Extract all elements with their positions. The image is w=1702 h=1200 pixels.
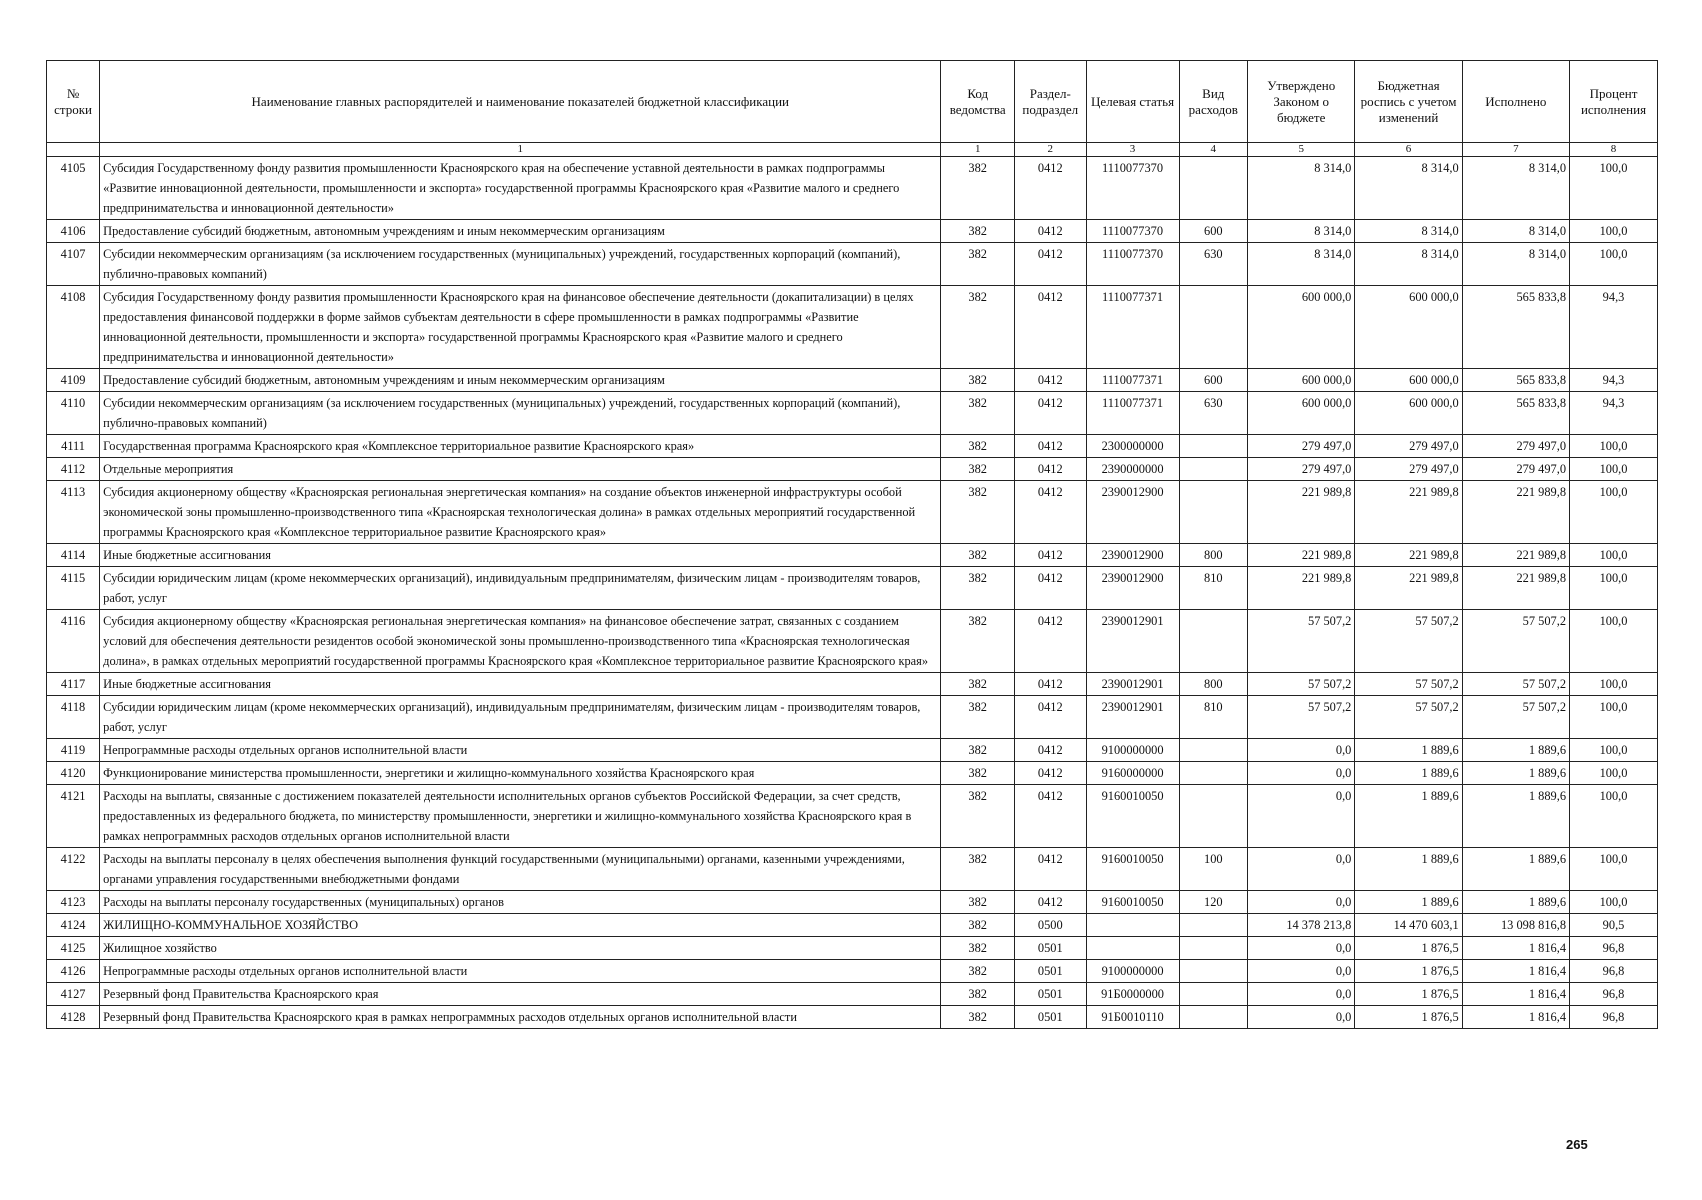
row-department-code: 382 xyxy=(941,481,1015,544)
row-executed: 1 889,6 xyxy=(1462,891,1569,914)
row-number: 4105 xyxy=(47,157,100,220)
row-target-article: 1110077370 xyxy=(1086,243,1179,286)
header-budget-schedule: Бюджетная роспись с учетом изменений xyxy=(1355,61,1462,143)
table-row xyxy=(47,392,1658,435)
table-row xyxy=(47,914,1658,937)
row-approved: 57 507,2 xyxy=(1248,610,1355,673)
budget-execution-sheet xyxy=(46,60,1658,1029)
row-target-article: 1110077370 xyxy=(1086,157,1179,220)
row-percent: 100,0 xyxy=(1570,481,1658,544)
row-expense-type xyxy=(1179,286,1247,369)
row-section: 0412 xyxy=(1015,435,1087,458)
row-percent: 100,0 xyxy=(1570,696,1658,739)
column-number: 8 xyxy=(1570,143,1658,157)
row-name: Субсидии юридическим лицам (кроме некоммерческих организаций), индивидуальным предпринимателям, физическим лицам - производителям товаров, работ, услуг xyxy=(100,567,941,610)
row-approved: 600 000,0 xyxy=(1248,286,1355,369)
row-section: 0412 xyxy=(1015,762,1087,785)
row-budget-schedule: 1 876,5 xyxy=(1355,960,1462,983)
row-section: 0412 xyxy=(1015,610,1087,673)
row-number: 4120 xyxy=(47,762,100,785)
row-percent: 100,0 xyxy=(1570,891,1658,914)
row-department-code: 382 xyxy=(941,243,1015,286)
row-executed: 1 816,4 xyxy=(1462,1006,1569,1029)
row-name: Государственная программа Красноярского края «Комплексное территориальное развитие Красноярского края» xyxy=(100,435,941,458)
row-department-code: 382 xyxy=(941,696,1015,739)
header-section: Раздел-подраздел xyxy=(1015,61,1087,143)
row-budget-schedule: 1 889,6 xyxy=(1355,848,1462,891)
row-department-code: 382 xyxy=(941,891,1015,914)
row-target-article: 1110077371 xyxy=(1086,286,1179,369)
row-approved: 221 989,8 xyxy=(1248,481,1355,544)
row-budget-schedule: 1 876,5 xyxy=(1355,983,1462,1006)
row-name: Субсидии юридическим лицам (кроме некоммерческих организаций), индивидуальным предпринимателям, физическим лицам - производителям товаров, работ, услуг xyxy=(100,696,941,739)
row-name: Предоставление субсидий бюджетным, автономным учреждениям и иным некоммерческим организациям xyxy=(100,220,941,243)
column-number: 4 xyxy=(1179,143,1247,157)
row-number: 4128 xyxy=(47,1006,100,1029)
row-section: 0501 xyxy=(1015,937,1087,960)
row-executed: 221 989,8 xyxy=(1462,544,1569,567)
row-section: 0412 xyxy=(1015,544,1087,567)
row-executed: 1 889,6 xyxy=(1462,785,1569,848)
row-target-article: 9100000000 xyxy=(1086,960,1179,983)
table-header xyxy=(47,61,1658,157)
row-name: Субсидия акционерному обществу «Красноярская региональная энергетическая компания» на финансовое обеспечение затрат, связанных с созданием условий для обеспечения деятельности резидентов особой экономической зоны промышленно-производственного типа «Красноярская технологическая долина», в рамках отдельных мероприятий государственной программы Красноярского края «Комплексное территориальное развитие Красноярского края» xyxy=(100,610,941,673)
row-section: 0412 xyxy=(1015,392,1087,435)
row-percent: 94,3 xyxy=(1570,286,1658,369)
row-department-code: 382 xyxy=(941,914,1015,937)
row-name: Расходы на выплаты персоналу государственных (муниципальных) органов xyxy=(100,891,941,914)
row-approved: 57 507,2 xyxy=(1248,673,1355,696)
row-executed: 1 889,6 xyxy=(1462,762,1569,785)
header-department-code: Код ведомства xyxy=(941,61,1015,143)
row-department-code: 382 xyxy=(941,392,1015,435)
row-target-article: 9100000000 xyxy=(1086,739,1179,762)
row-approved: 0,0 xyxy=(1248,739,1355,762)
row-number: 4126 xyxy=(47,960,100,983)
table-row xyxy=(47,1006,1658,1029)
row-expense-type: 800 xyxy=(1179,673,1247,696)
header-approved: Утверждено Законом о бюджете xyxy=(1248,61,1355,143)
row-number: 4127 xyxy=(47,983,100,1006)
row-percent: 100,0 xyxy=(1570,785,1658,848)
row-target-article: 1110077371 xyxy=(1086,369,1179,392)
row-expense-type xyxy=(1179,785,1247,848)
header-row-number: № строки xyxy=(47,61,100,143)
row-target-article: 2390012901 xyxy=(1086,696,1179,739)
row-percent: 100,0 xyxy=(1570,739,1658,762)
row-expense-type: 630 xyxy=(1179,243,1247,286)
row-approved: 0,0 xyxy=(1248,891,1355,914)
row-expense-type: 630 xyxy=(1179,392,1247,435)
row-target-article: 91Б0000000 xyxy=(1086,983,1179,1006)
row-target-article: 2390000000 xyxy=(1086,458,1179,481)
row-executed: 13 098 816,8 xyxy=(1462,914,1569,937)
row-number: 4122 xyxy=(47,848,100,891)
row-executed: 221 989,8 xyxy=(1462,567,1569,610)
row-executed: 221 989,8 xyxy=(1462,481,1569,544)
row-percent: 100,0 xyxy=(1570,673,1658,696)
table-row xyxy=(47,458,1658,481)
row-department-code: 382 xyxy=(941,673,1015,696)
row-name: Расходы на выплаты персоналу в целях обеспечения выполнения функций государственными (муниципальными) органами, казенными учреждениями, органами управления государственными внебюджетными фондами xyxy=(100,848,941,891)
row-section: 0412 xyxy=(1015,286,1087,369)
row-expense-type xyxy=(1179,914,1247,937)
row-name: Субсидии некоммерческим организациям (за исключением государственных (муниципальных) учреждений, государственных корпораций (компаний), публично-правовых компаний) xyxy=(100,243,941,286)
row-approved: 0,0 xyxy=(1248,762,1355,785)
row-approved: 57 507,2 xyxy=(1248,696,1355,739)
row-expense-type xyxy=(1179,458,1247,481)
row-number: 4108 xyxy=(47,286,100,369)
row-percent: 94,3 xyxy=(1570,392,1658,435)
row-section: 0412 xyxy=(1015,458,1087,481)
row-name: Субсидия акционерному обществу «Красноярская региональная энергетическая компания» на создание объектов инженерной инфраструктуры особой экономической зоны промышленно-производственного типа «Красноярская технологическая долина» в рамках отдельных мероприятий государственной программы Красноярского края «Комплексное территориальное развитие Красноярского края» xyxy=(100,481,941,544)
column-number: 3 xyxy=(1086,143,1179,157)
row-department-code: 382 xyxy=(941,1006,1015,1029)
row-expense-type xyxy=(1179,435,1247,458)
row-budget-schedule: 8 314,0 xyxy=(1355,243,1462,286)
row-number: 4119 xyxy=(47,739,100,762)
row-section: 0412 xyxy=(1015,220,1087,243)
row-name: Субсидия Государственному фонду развития промышленности Красноярского края на обеспечение уставной деятельности в рамках подпрограммы «Развитие инновационной деятельности, промышленности и экспорта» государственной программы Красноярского края «Развитие малого и среднего предпринимательства и инновационной деятельности» xyxy=(100,157,941,220)
column-number: 7 xyxy=(1462,143,1569,157)
row-expense-type: 800 xyxy=(1179,544,1247,567)
row-name: Субсидии некоммерческим организациям (за исключением государственных (муниципальных) учреждений, государственных корпораций (компаний), публично-правовых компаний) xyxy=(100,392,941,435)
row-executed: 1 816,4 xyxy=(1462,937,1569,960)
row-target-article: 9160010050 xyxy=(1086,848,1179,891)
header-target-article: Целевая статья xyxy=(1086,61,1179,143)
column-number: 5 xyxy=(1248,143,1355,157)
row-budget-schedule: 221 989,8 xyxy=(1355,544,1462,567)
row-budget-schedule: 1 876,5 xyxy=(1355,937,1462,960)
row-target-article: 2390012900 xyxy=(1086,481,1179,544)
table-row xyxy=(47,369,1658,392)
row-name: Функционирование министерства промышленности, энергетики и жилищно-коммунального хозяйства Красноярского края xyxy=(100,762,941,785)
row-budget-schedule: 600 000,0 xyxy=(1355,392,1462,435)
row-section: 0500 xyxy=(1015,914,1087,937)
row-percent: 94,3 xyxy=(1570,369,1658,392)
row-executed: 8 314,0 xyxy=(1462,243,1569,286)
row-executed: 57 507,2 xyxy=(1462,673,1569,696)
row-expense-type: 600 xyxy=(1179,220,1247,243)
row-target-article: 2300000000 xyxy=(1086,435,1179,458)
row-name: Отдельные мероприятия xyxy=(100,458,941,481)
table-row xyxy=(47,696,1658,739)
column-number: 1 xyxy=(941,143,1015,157)
row-target-article: 9160010050 xyxy=(1086,785,1179,848)
row-department-code: 382 xyxy=(941,220,1015,243)
row-number: 4115 xyxy=(47,567,100,610)
row-department-code: 382 xyxy=(941,567,1015,610)
column-number-row xyxy=(47,143,1658,157)
row-executed: 8 314,0 xyxy=(1462,220,1569,243)
row-department-code: 382 xyxy=(941,960,1015,983)
row-approved: 0,0 xyxy=(1248,848,1355,891)
table-body xyxy=(47,157,1658,1029)
row-approved: 221 989,8 xyxy=(1248,567,1355,610)
budget-table xyxy=(46,60,1658,1029)
row-name: Непрограммные расходы отдельных органов исполнительной власти xyxy=(100,739,941,762)
row-department-code: 382 xyxy=(941,937,1015,960)
table-row xyxy=(47,610,1658,673)
row-number: 4111 xyxy=(47,435,100,458)
row-name: Непрограммные расходы отдельных органов исполнительной власти xyxy=(100,960,941,983)
row-target-article: 2390012900 xyxy=(1086,567,1179,610)
row-expense-type: 810 xyxy=(1179,567,1247,610)
row-name: Резервный фонд Правительства Красноярского края в рамках непрограммных расходов отдельных органов исполнительной власти xyxy=(100,1006,941,1029)
row-section: 0412 xyxy=(1015,848,1087,891)
row-target-article: 2390012900 xyxy=(1086,544,1179,567)
row-budget-schedule: 8 314,0 xyxy=(1355,220,1462,243)
row-approved: 8 314,0 xyxy=(1248,243,1355,286)
row-section: 0501 xyxy=(1015,983,1087,1006)
header-name: Наименование главных распорядителей и наименование показателей бюджетной классификации xyxy=(100,61,941,143)
row-department-code: 382 xyxy=(941,435,1015,458)
row-department-code: 382 xyxy=(941,739,1015,762)
table-row xyxy=(47,848,1658,891)
row-expense-type xyxy=(1179,739,1247,762)
row-section: 0412 xyxy=(1015,785,1087,848)
row-approved: 600 000,0 xyxy=(1248,369,1355,392)
row-number: 4112 xyxy=(47,458,100,481)
table-row xyxy=(47,243,1658,286)
row-department-code: 382 xyxy=(941,762,1015,785)
row-section: 0412 xyxy=(1015,369,1087,392)
row-executed: 1 889,6 xyxy=(1462,739,1569,762)
row-section: 0412 xyxy=(1015,481,1087,544)
row-section: 0412 xyxy=(1015,739,1087,762)
row-target-article xyxy=(1086,914,1179,937)
row-approved: 221 989,8 xyxy=(1248,544,1355,567)
row-executed: 565 833,8 xyxy=(1462,369,1569,392)
page-number: 265 xyxy=(1566,1137,1588,1152)
row-section: 0501 xyxy=(1015,960,1087,983)
row-name: Иные бюджетные ассигнования xyxy=(100,544,941,567)
row-number: 4110 xyxy=(47,392,100,435)
row-section: 0412 xyxy=(1015,696,1087,739)
row-percent: 100,0 xyxy=(1570,243,1658,286)
row-department-code: 382 xyxy=(941,544,1015,567)
table-row xyxy=(47,673,1658,696)
row-budget-schedule: 221 989,8 xyxy=(1355,567,1462,610)
row-department-code: 382 xyxy=(941,983,1015,1006)
row-approved: 8 314,0 xyxy=(1248,157,1355,220)
column-number xyxy=(47,143,100,157)
row-expense-type xyxy=(1179,157,1247,220)
row-name: ЖИЛИЩНО-КОММУНАЛЬНОЕ ХОЗЯЙСТВО xyxy=(100,914,941,937)
row-target-article: 91Б0010110 xyxy=(1086,1006,1179,1029)
row-budget-schedule: 279 497,0 xyxy=(1355,458,1462,481)
row-number: 4117 xyxy=(47,673,100,696)
row-budget-schedule: 1 889,6 xyxy=(1355,739,1462,762)
row-percent: 100,0 xyxy=(1570,762,1658,785)
row-expense-type xyxy=(1179,937,1247,960)
header-executed: Исполнено xyxy=(1462,61,1569,143)
row-section: 0501 xyxy=(1015,1006,1087,1029)
row-approved: 8 314,0 xyxy=(1248,220,1355,243)
table-row xyxy=(47,544,1658,567)
row-number: 4116 xyxy=(47,610,100,673)
row-number: 4107 xyxy=(47,243,100,286)
row-name: Расходы на выплаты, связанные с достижением показателей деятельности исполнительных органов субъектов Российской Федерации, за счет средств, предоставленных из федерального бюджета, по министерству промышленности, энергетики и жилищно-коммунального хозяйства Красноярского края в рамках непрограммных расходов отдельных органов исполнительной власти xyxy=(100,785,941,848)
column-number: 1 xyxy=(100,143,941,157)
row-expense-type xyxy=(1179,762,1247,785)
row-percent: 96,8 xyxy=(1570,960,1658,983)
table-row xyxy=(47,157,1658,220)
row-percent: 100,0 xyxy=(1570,610,1658,673)
row-department-code: 382 xyxy=(941,157,1015,220)
row-number: 4125 xyxy=(47,937,100,960)
header-expense-type: Вид расходов xyxy=(1179,61,1247,143)
table-row xyxy=(47,960,1658,983)
table-row xyxy=(47,891,1658,914)
row-budget-schedule: 600 000,0 xyxy=(1355,286,1462,369)
row-approved: 0,0 xyxy=(1248,960,1355,983)
row-name: Жилищное хозяйство xyxy=(100,937,941,960)
table-row xyxy=(47,435,1658,458)
row-expense-type xyxy=(1179,610,1247,673)
row-percent: 96,8 xyxy=(1570,937,1658,960)
row-target-article: 1110077371 xyxy=(1086,392,1179,435)
row-budget-schedule: 1 889,6 xyxy=(1355,891,1462,914)
row-expense-type xyxy=(1179,960,1247,983)
row-percent: 100,0 xyxy=(1570,157,1658,220)
header-percent: Процент исполнения xyxy=(1570,61,1658,143)
row-target-article: 2390012901 xyxy=(1086,673,1179,696)
row-name: Иные бюджетные ассигнования xyxy=(100,673,941,696)
table-row xyxy=(47,567,1658,610)
row-executed: 279 497,0 xyxy=(1462,458,1569,481)
row-percent: 96,8 xyxy=(1570,983,1658,1006)
row-target-article: 9160010050 xyxy=(1086,891,1179,914)
table-row xyxy=(47,286,1658,369)
row-number: 4123 xyxy=(47,891,100,914)
table-row xyxy=(47,937,1658,960)
table-row xyxy=(47,481,1658,544)
row-section: 0412 xyxy=(1015,891,1087,914)
row-percent: 90,5 xyxy=(1570,914,1658,937)
table-row xyxy=(47,220,1658,243)
row-budget-schedule: 279 497,0 xyxy=(1355,435,1462,458)
row-approved: 0,0 xyxy=(1248,937,1355,960)
row-approved: 600 000,0 xyxy=(1248,392,1355,435)
row-executed: 57 507,2 xyxy=(1462,696,1569,739)
row-approved: 0,0 xyxy=(1248,785,1355,848)
row-department-code: 382 xyxy=(941,848,1015,891)
row-number: 4124 xyxy=(47,914,100,937)
row-section: 0412 xyxy=(1015,673,1087,696)
table-row xyxy=(47,983,1658,1006)
row-expense-type xyxy=(1179,1006,1247,1029)
row-percent: 100,0 xyxy=(1570,848,1658,891)
row-name: Субсидия Государственному фонду развития промышленности Красноярского края на финансовое обеспечение деятельности (докапитализации) в целях предоставления финансовой поддержки в форме займов субъектам деятельности в сфере промышленности в рамках подпрограммы «Развитие инновационной деятельности, промышленности и экспорта» государственной программы Красноярского края «Развитие малого и среднего предпринимательства и инновационной деятельности» xyxy=(100,286,941,369)
row-budget-schedule: 8 314,0 xyxy=(1355,157,1462,220)
row-budget-schedule: 1 889,6 xyxy=(1355,762,1462,785)
row-percent: 100,0 xyxy=(1570,220,1658,243)
row-executed: 279 497,0 xyxy=(1462,435,1569,458)
column-number: 2 xyxy=(1015,143,1087,157)
row-target-article: 2390012901 xyxy=(1086,610,1179,673)
row-budget-schedule: 14 470 603,1 xyxy=(1355,914,1462,937)
row-name: Предоставление субсидий бюджетным, автономным учреждениям и иным некоммерческим организациям xyxy=(100,369,941,392)
row-approved: 0,0 xyxy=(1248,1006,1355,1029)
row-number: 4106 xyxy=(47,220,100,243)
row-executed: 565 833,8 xyxy=(1462,286,1569,369)
row-section: 0412 xyxy=(1015,243,1087,286)
row-name: Резервный фонд Правительства Красноярского края xyxy=(100,983,941,1006)
row-budget-schedule: 221 989,8 xyxy=(1355,481,1462,544)
row-department-code: 382 xyxy=(941,458,1015,481)
column-number: 6 xyxy=(1355,143,1462,157)
row-department-code: 382 xyxy=(941,286,1015,369)
row-department-code: 382 xyxy=(941,785,1015,848)
row-target-article: 9160000000 xyxy=(1086,762,1179,785)
row-approved: 14 378 213,8 xyxy=(1248,914,1355,937)
row-budget-schedule: 57 507,2 xyxy=(1355,673,1462,696)
row-executed: 1 816,4 xyxy=(1462,960,1569,983)
row-expense-type: 120 xyxy=(1179,891,1247,914)
row-executed: 57 507,2 xyxy=(1462,610,1569,673)
row-department-code: 382 xyxy=(941,610,1015,673)
row-budget-schedule: 57 507,2 xyxy=(1355,696,1462,739)
row-number: 4113 xyxy=(47,481,100,544)
row-department-code: 382 xyxy=(941,369,1015,392)
row-section: 0412 xyxy=(1015,157,1087,220)
row-approved: 279 497,0 xyxy=(1248,435,1355,458)
row-number: 4118 xyxy=(47,696,100,739)
row-percent: 96,8 xyxy=(1570,1006,1658,1029)
row-number: 4109 xyxy=(47,369,100,392)
row-approved: 279 497,0 xyxy=(1248,458,1355,481)
row-number: 4121 xyxy=(47,785,100,848)
row-expense-type xyxy=(1179,481,1247,544)
row-budget-schedule: 600 000,0 xyxy=(1355,369,1462,392)
table-row xyxy=(47,785,1658,848)
row-approved: 0,0 xyxy=(1248,983,1355,1006)
row-budget-schedule: 1 889,6 xyxy=(1355,785,1462,848)
row-budget-schedule: 57 507,2 xyxy=(1355,610,1462,673)
row-budget-schedule: 1 876,5 xyxy=(1355,1006,1462,1029)
row-expense-type: 600 xyxy=(1179,369,1247,392)
row-expense-type xyxy=(1179,983,1247,1006)
table-row xyxy=(47,739,1658,762)
row-section: 0412 xyxy=(1015,567,1087,610)
row-expense-type: 810 xyxy=(1179,696,1247,739)
row-percent: 100,0 xyxy=(1570,435,1658,458)
row-percent: 100,0 xyxy=(1570,544,1658,567)
row-executed: 8 314,0 xyxy=(1462,157,1569,220)
row-percent: 100,0 xyxy=(1570,458,1658,481)
row-expense-type: 100 xyxy=(1179,848,1247,891)
row-executed: 1 889,6 xyxy=(1462,848,1569,891)
row-executed: 565 833,8 xyxy=(1462,392,1569,435)
row-target-article xyxy=(1086,937,1179,960)
row-percent: 100,0 xyxy=(1570,567,1658,610)
row-target-article: 1110077370 xyxy=(1086,220,1179,243)
row-executed: 1 816,4 xyxy=(1462,983,1569,1006)
row-number: 4114 xyxy=(47,544,100,567)
table-row xyxy=(47,762,1658,785)
